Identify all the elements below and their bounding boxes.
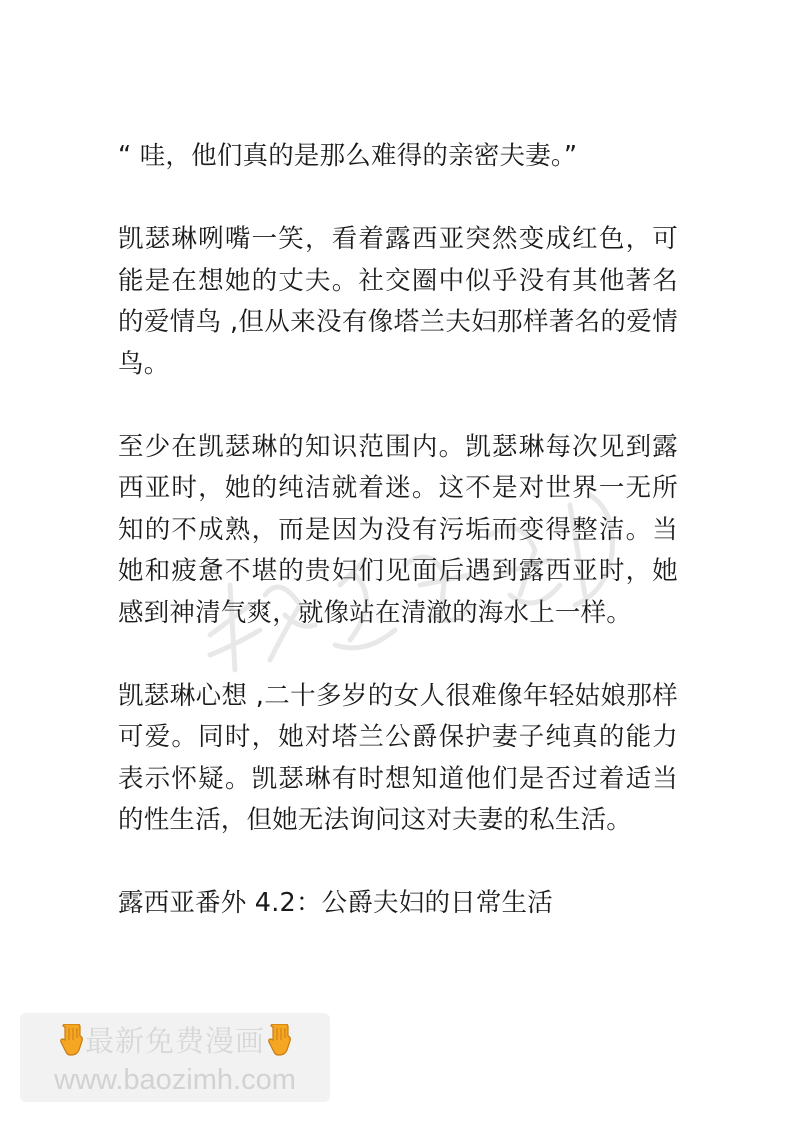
pointing-down-hand-icon — [57, 1024, 85, 1056]
paragraph-3: 至少在凯瑟琳的知识范围内。凯瑟琳每次见到露西亚时，她的纯洁就着迷。这不是对世界一无所知的不成熟，而是因为没有污垢而变得整洁。当她和疲惫不堪的贵妇们见面后遇到露西亚时，她感到神清气爽，就像站在清澈的海水上一样。 — [118, 431, 678, 628]
promo-badge[interactable] — [20, 1013, 330, 1102]
chapter-title: 露西亚番外 4.2：公爵夫妇的日常生活 — [118, 888, 553, 918]
promo-title: 最新免费漫画 — [84, 1024, 265, 1058]
promo-url-link[interactable]: www.baozimh.com — [54, 1064, 296, 1096]
promo-title-row — [20, 1023, 330, 1059]
pointing-down-hand-icon — [265, 1024, 293, 1056]
paragraph-2: 凯瑟琳咧嘴一笑，看着露西亚突然变成红色，可能是在想她的丈夫。社交圈中似乎没有其他著名的爱情鸟 ,但从来没有像塔兰夫妇那样著名的爱情鸟。 — [118, 224, 678, 379]
paragraph-4: 凯瑟琳心想 ,二十多岁的女人很难像年轻姑娘那样可爱。同时，她对塔兰公爵保护妻子纯真的能力表示怀疑。凯瑟琳有时想知道他们是否过着适当的性生活，但她无法询问这对夫妻的私生活。 — [118, 680, 678, 835]
document-body — [118, 136, 678, 925]
paragraph-1: “ 哇，他们真的是那么难得的亲密夫妻。” — [118, 141, 578, 171]
